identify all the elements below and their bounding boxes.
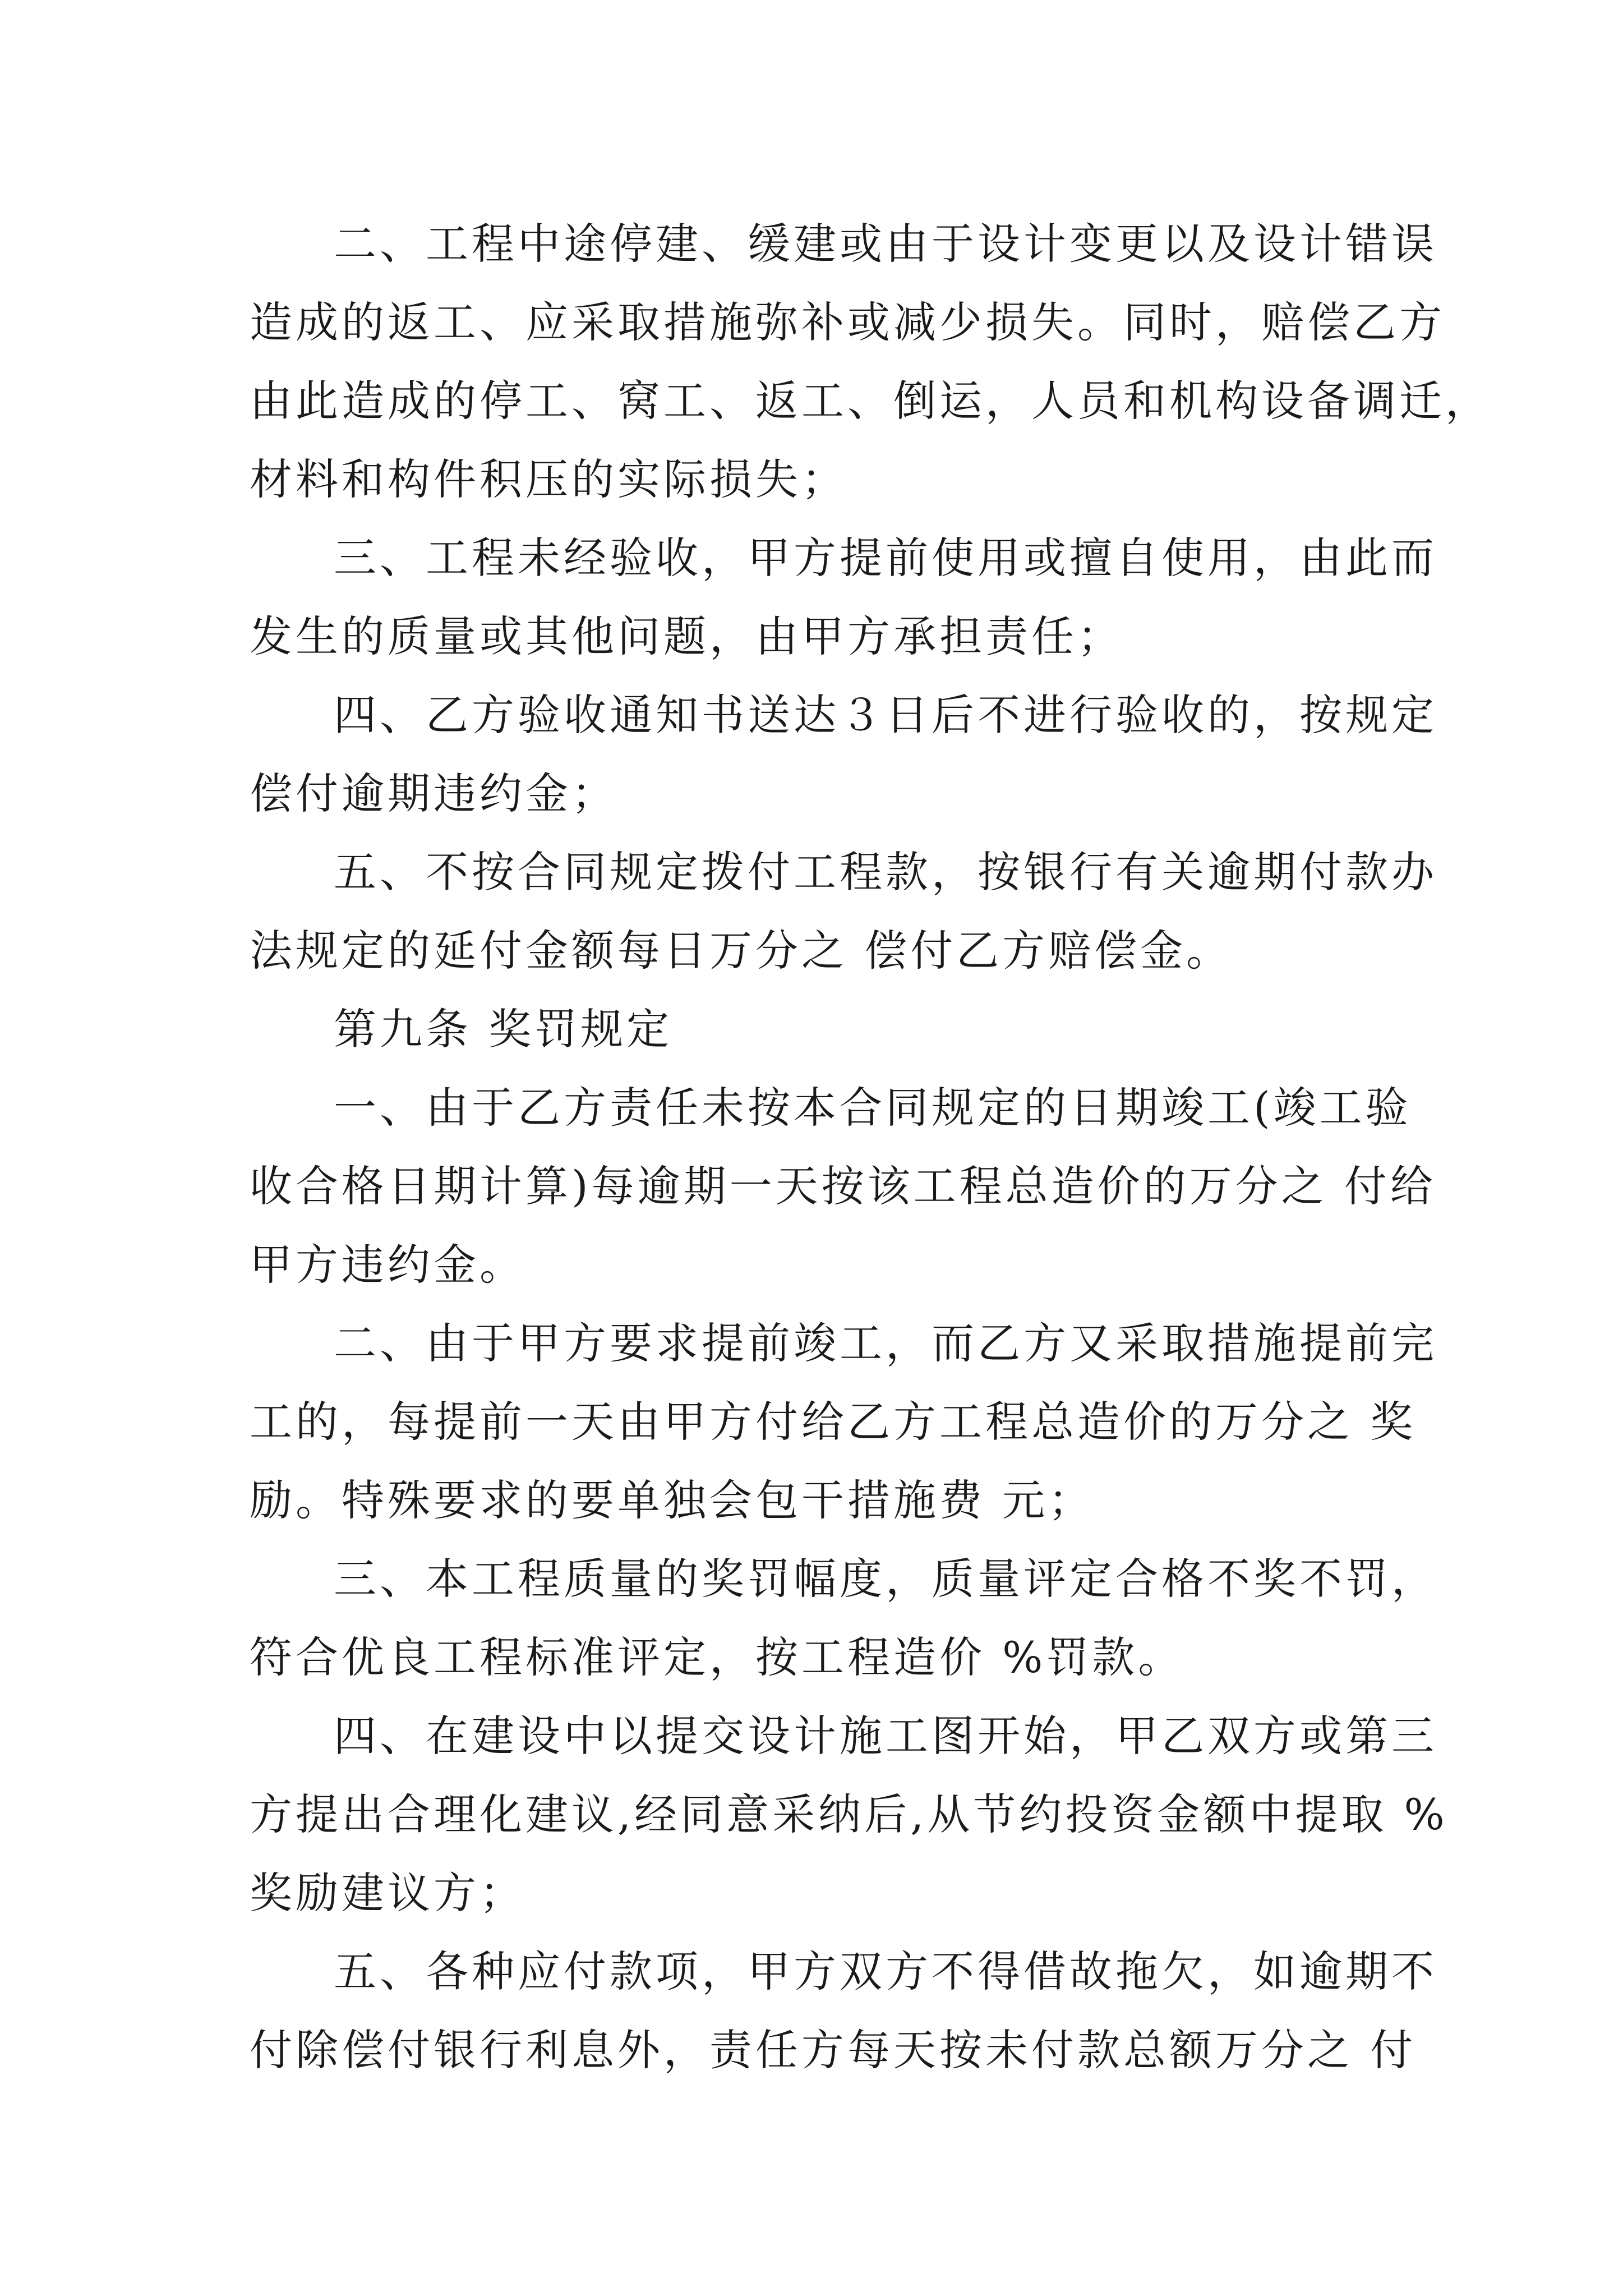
- text-line: 由此造成的停工、窝工、返工、倒运，人员和机构设备调迁，: [250, 376, 1491, 426]
- text-line: 甲方违约金。: [250, 1240, 525, 1290]
- text-line: 收合格日期计算)每逾期一天按该工程总造价的万分之 付给: [250, 1161, 1436, 1211]
- text-line: 五、不按合同规定拨付工程款，按银行有关逾期付款办: [334, 847, 1437, 897]
- text-line: 法规定的延付金额每日万分之 偿付乙方赔偿金。: [250, 926, 1233, 976]
- text-line: 发生的质量或其他问题，由甲方承担责任；: [250, 611, 1123, 661]
- text-line: 工的，每提前一天由甲方付给乙方工程总造价的万分之 奖: [250, 1397, 1417, 1447]
- text-line: 五、各种应付款项，甲方双方不得借故拖欠，如逾期不: [334, 1947, 1437, 1996]
- document-body: [250, 205, 1491, 2090]
- section-heading: 第九条 奖罚规定: [334, 1004, 673, 1054]
- text-line: 付除偿付银行利息外，责任方每天按未付款总额万分之 付: [250, 2025, 1417, 2075]
- text-line: 四、在建设中以提交设计施工图开始，甲乙双方或第三: [334, 1711, 1437, 1761]
- text-line: 一、由于乙方责任未按本合同规定的日期竣工(竣工验: [334, 1083, 1412, 1133]
- text-line: 四、乙方验收通知书送达３日后不进行验收的，按规定: [334, 690, 1437, 740]
- text-line: 三、工程未经验收，甲方提前使用或擅自使用，由此而: [334, 533, 1437, 583]
- text-line: 材料和构件积压的实际损失；: [250, 454, 847, 504]
- text-line: 二、由于甲方要求提前竣工，而乙方又采取措施提前完: [334, 1318, 1437, 1368]
- text-line: 造成的返工、应采取措施弥补或减少损失。同时，赔偿乙方: [250, 297, 1445, 347]
- text-line: 三、本工程质量的奖罚幅度，质量评定合格不奖不罚，: [334, 1554, 1437, 1604]
- text-line: 奖励建议方；: [250, 1868, 525, 1918]
- text-line: 方提出合理化建议,经同意采纳后,从节约投资金额中提取 %: [250, 1789, 1448, 1839]
- text-line: 偿付逾期违约金；: [250, 769, 617, 818]
- text-line: 二、工程中途停建、缓建或由于设计变更以及设计错误: [334, 219, 1437, 269]
- text-line: 符合优良工程标准评定，按工程造价 %罚款。: [250, 1632, 1184, 1682]
- text-line: 励。特殊要求的要单独会包干措施费 元；: [250, 1475, 1095, 1525]
